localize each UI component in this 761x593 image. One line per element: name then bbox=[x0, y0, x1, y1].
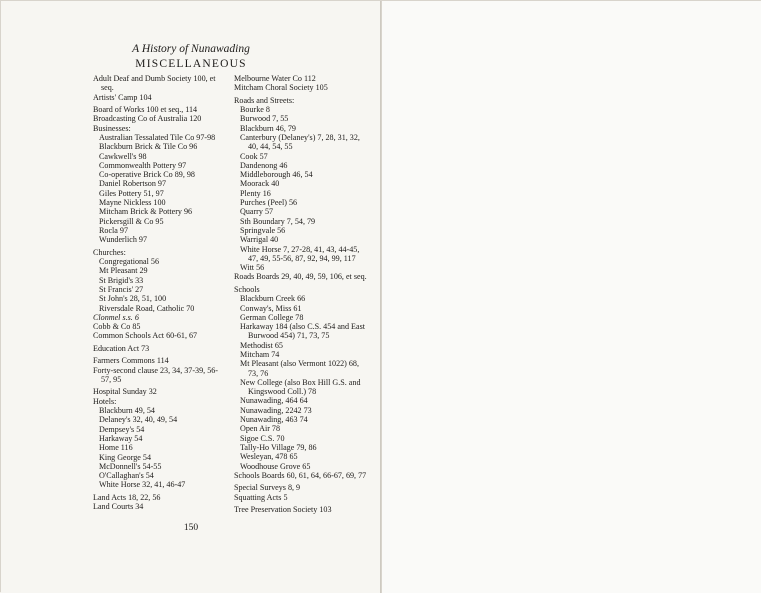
index-entry: Canterbury (Delaney's) 7, 28, 31, 32, 40, 44, 54, 55 bbox=[240, 132, 360, 152]
index-entry: McDonnell's 54-55 bbox=[99, 461, 162, 471]
left-page bbox=[1, 1, 381, 593]
index-entry: White Horse 7, 27-28, 41, 43, 44-45, 47, 49, 55-56, 87, 92, 94, 99, 117 bbox=[240, 244, 360, 263]
index-entry: Witt 56 bbox=[240, 263, 265, 273]
index-entry: Wunderlich 97 bbox=[99, 235, 147, 245]
index-entry: Congregational 56 bbox=[99, 257, 160, 267]
index-entry: Rocla 97 bbox=[99, 225, 128, 235]
index-entry: Cook 57 bbox=[240, 151, 268, 161]
index-entry: Harkaway 54 bbox=[99, 433, 143, 443]
index-entry: Board of Works 100 et seq., 114 bbox=[93, 105, 198, 115]
index-entry: Blackburn Creek 66 bbox=[240, 294, 306, 304]
index-entry: Squatting Acts 5 bbox=[234, 492, 288, 502]
index-entry: Harkaway 184 (also C.S. 454 and East Burwood 454) 71, 73, 75 bbox=[240, 322, 365, 341]
index-entry: Mt Pleasant 29 bbox=[99, 266, 148, 276]
index-entry: Co-operative Brick Co 89, 98 bbox=[99, 170, 195, 180]
index-entry: German College 78 bbox=[240, 312, 304, 322]
index-entry: Giles Pottery 51, 97 bbox=[99, 188, 164, 198]
index-entry: Broadcasting Co of Australia 120 bbox=[93, 114, 202, 124]
index-entry: Blackburn Brick & Tile Co 96 bbox=[99, 142, 198, 152]
index-entry: King George 54 bbox=[99, 452, 152, 462]
index-entry: Mayne Nickless 100 bbox=[99, 198, 166, 208]
index-entry: Blackburn 49, 54 bbox=[99, 406, 155, 416]
index-entry: Businesses: bbox=[93, 123, 131, 133]
index-entry: Home 116 bbox=[99, 443, 133, 453]
index-entry: New College (also Box Hill G.S. and Kingswood Coll.) 78 bbox=[240, 377, 361, 397]
index-entry: Quarry 57 bbox=[240, 207, 274, 217]
index-entry: Warrigal 40 bbox=[240, 235, 279, 245]
index-entry: Common Schools Act 60-61, 67 bbox=[93, 331, 198, 341]
index-entry: Mitcham 74 bbox=[240, 349, 280, 359]
index-entry: Moorack 40 bbox=[240, 179, 280, 189]
index-entry: Melbourne Water Co 112 bbox=[234, 74, 316, 83]
running-head: A History of Nunawading bbox=[132, 43, 250, 55]
index-entry: Blackburn 46, 79 bbox=[240, 123, 296, 133]
page-number: 150 bbox=[183, 523, 199, 533]
index-entry: Delaney's 32, 40, 49, 54 bbox=[99, 415, 178, 425]
index-entry: Cobb & Co 85 bbox=[93, 322, 141, 332]
index-entry: Hotels: bbox=[93, 396, 117, 406]
index-entry: Roads and Streets: bbox=[234, 95, 295, 105]
index-entry: Land Acts 18, 22, 56 bbox=[93, 492, 161, 502]
index-entry: Mitcham Brick & Pottery 96 bbox=[99, 207, 193, 217]
index-entry: Hospital Sunday 32 bbox=[93, 387, 157, 397]
index-entry: Conway's, Miss 61 bbox=[240, 303, 302, 313]
index-column-left bbox=[93, 74, 228, 511]
index-entry: Sth Boundary 7, 54, 79 bbox=[240, 216, 316, 226]
index-entry: Schools bbox=[234, 284, 260, 294]
index-entry: Nunawading, 464 64 bbox=[240, 396, 308, 406]
index-entry: Nunawading, 2242 73 bbox=[240, 405, 312, 415]
index-entry: Australian Tessalated Tile Co 97-98 bbox=[99, 132, 216, 142]
index-entry: Springvale 56 bbox=[240, 225, 286, 235]
index-entry: St Brigid's 33 bbox=[99, 275, 144, 285]
right-page-blank bbox=[382, 1, 761, 593]
index-entry: Special Surveys 8, 9 bbox=[234, 483, 301, 493]
index-entry: Mitcham Choral Society 105 bbox=[234, 83, 328, 93]
index-entry: St John's 28, 51, 100 bbox=[99, 294, 167, 304]
index-entry: Roads Boards 29, 40, 49, 59, 106, et seq. bbox=[234, 272, 367, 282]
index-entry: Riversdale Road, Catholic 70 bbox=[99, 303, 195, 313]
index-entry: Tally-Ho Village 79, 86 bbox=[240, 442, 317, 452]
index-entry: Plenty 16 bbox=[240, 188, 271, 198]
index-entry: White Horse 32, 41, 46-47 bbox=[99, 480, 186, 490]
index-entry: Education Act 73 bbox=[93, 343, 150, 353]
section-title: MISCELLANEOUS bbox=[135, 58, 247, 70]
index-entry: Tree Preservation Society 103 bbox=[234, 505, 332, 515]
index-entry: Dandenong 46 bbox=[240, 160, 288, 170]
index-entry: Land Courts 34 bbox=[93, 502, 144, 512]
index-entry: Cawkwell's 98 bbox=[99, 151, 147, 161]
index-entry: St Francis' 27 bbox=[99, 284, 144, 294]
index-entry: Clonmel s.s. 6 bbox=[93, 312, 139, 322]
index-entry: Bourke 8 bbox=[240, 105, 270, 115]
index-column-right bbox=[234, 74, 369, 514]
index-entry: Methodist 65 bbox=[240, 340, 283, 350]
index-entry: Nunawading, 463 74 bbox=[240, 415, 308, 425]
index-entry: Burwood 7, 55 bbox=[240, 114, 289, 124]
index-entry: Open Air 78 bbox=[240, 424, 281, 434]
index-entry: Schools Boards 60, 61, 64, 66-67, 69, 77 bbox=[234, 470, 367, 480]
index-entry: Purches (Peel) 56 bbox=[240, 198, 298, 208]
index-entry: Wesleyan, 478 65 bbox=[240, 452, 298, 462]
index-entry: Pickersgill & Co 95 bbox=[99, 216, 164, 226]
index-entry: Dempsey's 54 bbox=[99, 424, 145, 434]
index-entry: Mt Pleasant (also Vermont 1022) 68, 73, 76 bbox=[240, 359, 359, 378]
index-entry: Middleborough 46, 54 bbox=[240, 170, 313, 180]
index-entry: Commonwealth Pottery 97 bbox=[99, 160, 187, 170]
index-entry: Churches: bbox=[93, 247, 126, 257]
index-entry: Adult Deaf and Dumb Society 100, et seq. bbox=[93, 74, 216, 93]
index-entry: Woodhouse Grove 65 bbox=[240, 461, 311, 471]
index-entry: Forty-second clause 23, 34, 37-39, 56-57, 95 bbox=[93, 365, 218, 384]
index-entry: Daniel Robertson 97 bbox=[99, 179, 166, 189]
index-entry: Sigoe C.S. 70 bbox=[240, 433, 285, 443]
index-entry: Artists' Camp 104 bbox=[93, 92, 152, 102]
index-entry: Farmers Commons 114 bbox=[93, 356, 169, 366]
index-entry: O'Callaghan's 54 bbox=[99, 471, 154, 481]
